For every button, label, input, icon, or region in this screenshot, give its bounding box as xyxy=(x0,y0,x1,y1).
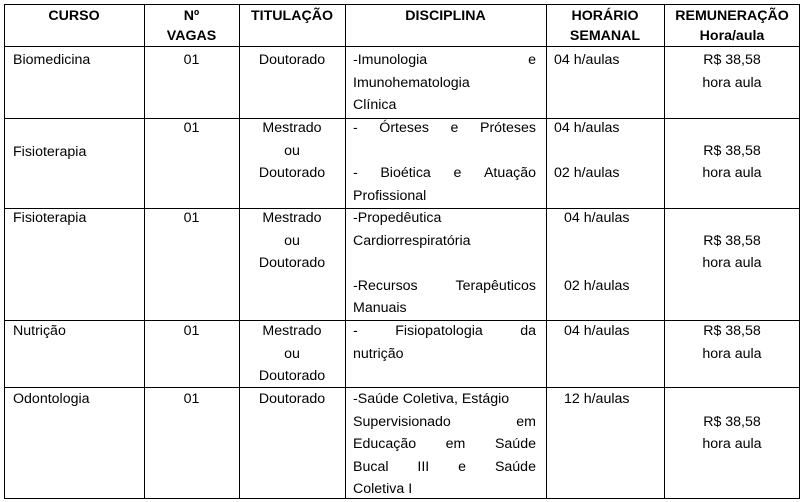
row-disciplina-line: Cardiorrespiratória xyxy=(353,233,471,249)
row-disciplina-line: Manuais xyxy=(353,300,407,316)
row-horario: 02 h/aulas xyxy=(564,278,630,294)
row-vagas: 01 xyxy=(183,323,200,339)
row-horario: 04 h/aulas xyxy=(564,323,630,339)
row-titulacao: Doutorado xyxy=(258,52,326,68)
row-disciplina-line: -Recursos Terapêuticos xyxy=(353,278,536,294)
header-vagas-line1: Nº xyxy=(183,8,200,24)
header-remuneracao-line1: REMUNERAÇÃO xyxy=(675,8,789,24)
row-titulacao: Mestrado xyxy=(262,323,322,339)
row-disciplina-line: Clínica xyxy=(353,97,397,113)
row-horario: 04 h/aulas xyxy=(564,210,630,226)
row-disciplina-line: - Fisiopatologia da xyxy=(353,323,536,339)
row-titulacao: ou xyxy=(284,233,300,249)
header-vagas-line2: VAGAS xyxy=(166,28,217,44)
header-horario-line2: SEMANAL xyxy=(569,28,641,44)
header-remuneracao-line2: Hora/aula xyxy=(699,28,765,44)
row-curso: Fisioterapia xyxy=(13,210,87,226)
column-divider xyxy=(144,5,145,498)
row-titulacao: Doutorado xyxy=(258,391,326,407)
header-disciplina: DISCIPLINA xyxy=(405,8,486,24)
row-titulacao: Mestrado xyxy=(262,210,322,226)
row-disciplina-line: -Imunologia e xyxy=(353,52,536,68)
row-remuneracao-value: R$ 38,58 xyxy=(703,143,761,159)
column-divider xyxy=(345,5,346,498)
row-titulacao: Doutorado xyxy=(258,368,326,384)
row-remuneracao-value: R$ 38,58 xyxy=(703,233,761,249)
row-horario: 02 h/aulas xyxy=(554,165,620,181)
row-vagas: 01 xyxy=(183,391,200,407)
row-remuneracao-unit: hora aula xyxy=(702,436,762,452)
row-remuneracao-value: R$ 38,58 xyxy=(703,323,761,339)
row-remuneracao-unit: hora aula xyxy=(702,346,762,362)
row-vagas: 01 xyxy=(183,52,200,68)
row-remuneracao-unit: hora aula xyxy=(702,75,762,91)
row-curso: Biomedicina xyxy=(13,52,91,68)
row-horario: 12 h/aulas xyxy=(564,391,630,407)
row-vagas: 01 xyxy=(183,210,200,226)
row-disciplina-line: nutrição xyxy=(353,346,404,362)
row-remuneracao-unit: hora aula xyxy=(702,255,762,271)
row-horario: 04 h/aulas xyxy=(554,52,620,68)
header-horario-line1: HORÁRIO xyxy=(571,8,639,24)
row-disciplina-line: -Propedêutica xyxy=(353,210,442,226)
row-disciplina-line: - Bioética e Atuação xyxy=(353,165,536,181)
row-titulacao: Mestrado xyxy=(262,120,322,136)
row-disciplina-line: Educação em Saúde xyxy=(353,436,536,452)
row-vagas: 01 xyxy=(183,120,200,136)
row-disciplina-line: -Saúde Coletiva, Estágio xyxy=(353,391,510,407)
column-divider xyxy=(546,5,547,498)
row-titulacao: Doutorado xyxy=(258,165,326,181)
row-curso: Fisioterapia xyxy=(13,144,87,160)
row-curso: Nutrição xyxy=(13,323,66,339)
row-disciplina-line: - Órteses e Próteses xyxy=(353,120,536,136)
row-disciplina-line: Imunohematologia xyxy=(353,75,470,91)
row-remuneracao-unit: hora aula xyxy=(702,165,762,181)
row-titulacao: ou xyxy=(284,346,300,362)
row-disciplina-line: Coletiva I xyxy=(353,481,413,497)
header-curso: CURSO xyxy=(48,8,100,24)
row-curso: Odontologia xyxy=(13,391,90,407)
row-disciplina-line: Supervisionado em xyxy=(353,414,536,430)
row-remuneracao-value: R$ 38,58 xyxy=(703,52,761,68)
row-disciplina-line: Bucal III e Saúde xyxy=(353,459,536,475)
header-titulacao: TITULAÇÃO xyxy=(251,8,333,24)
row-horario: 04 h/aulas xyxy=(554,120,620,136)
row-remuneracao-value: R$ 38,58 xyxy=(703,414,761,430)
row-titulacao: ou xyxy=(284,143,300,159)
row-disciplina-line: Profissional xyxy=(353,188,427,204)
row-titulacao: Doutorado xyxy=(258,255,326,271)
